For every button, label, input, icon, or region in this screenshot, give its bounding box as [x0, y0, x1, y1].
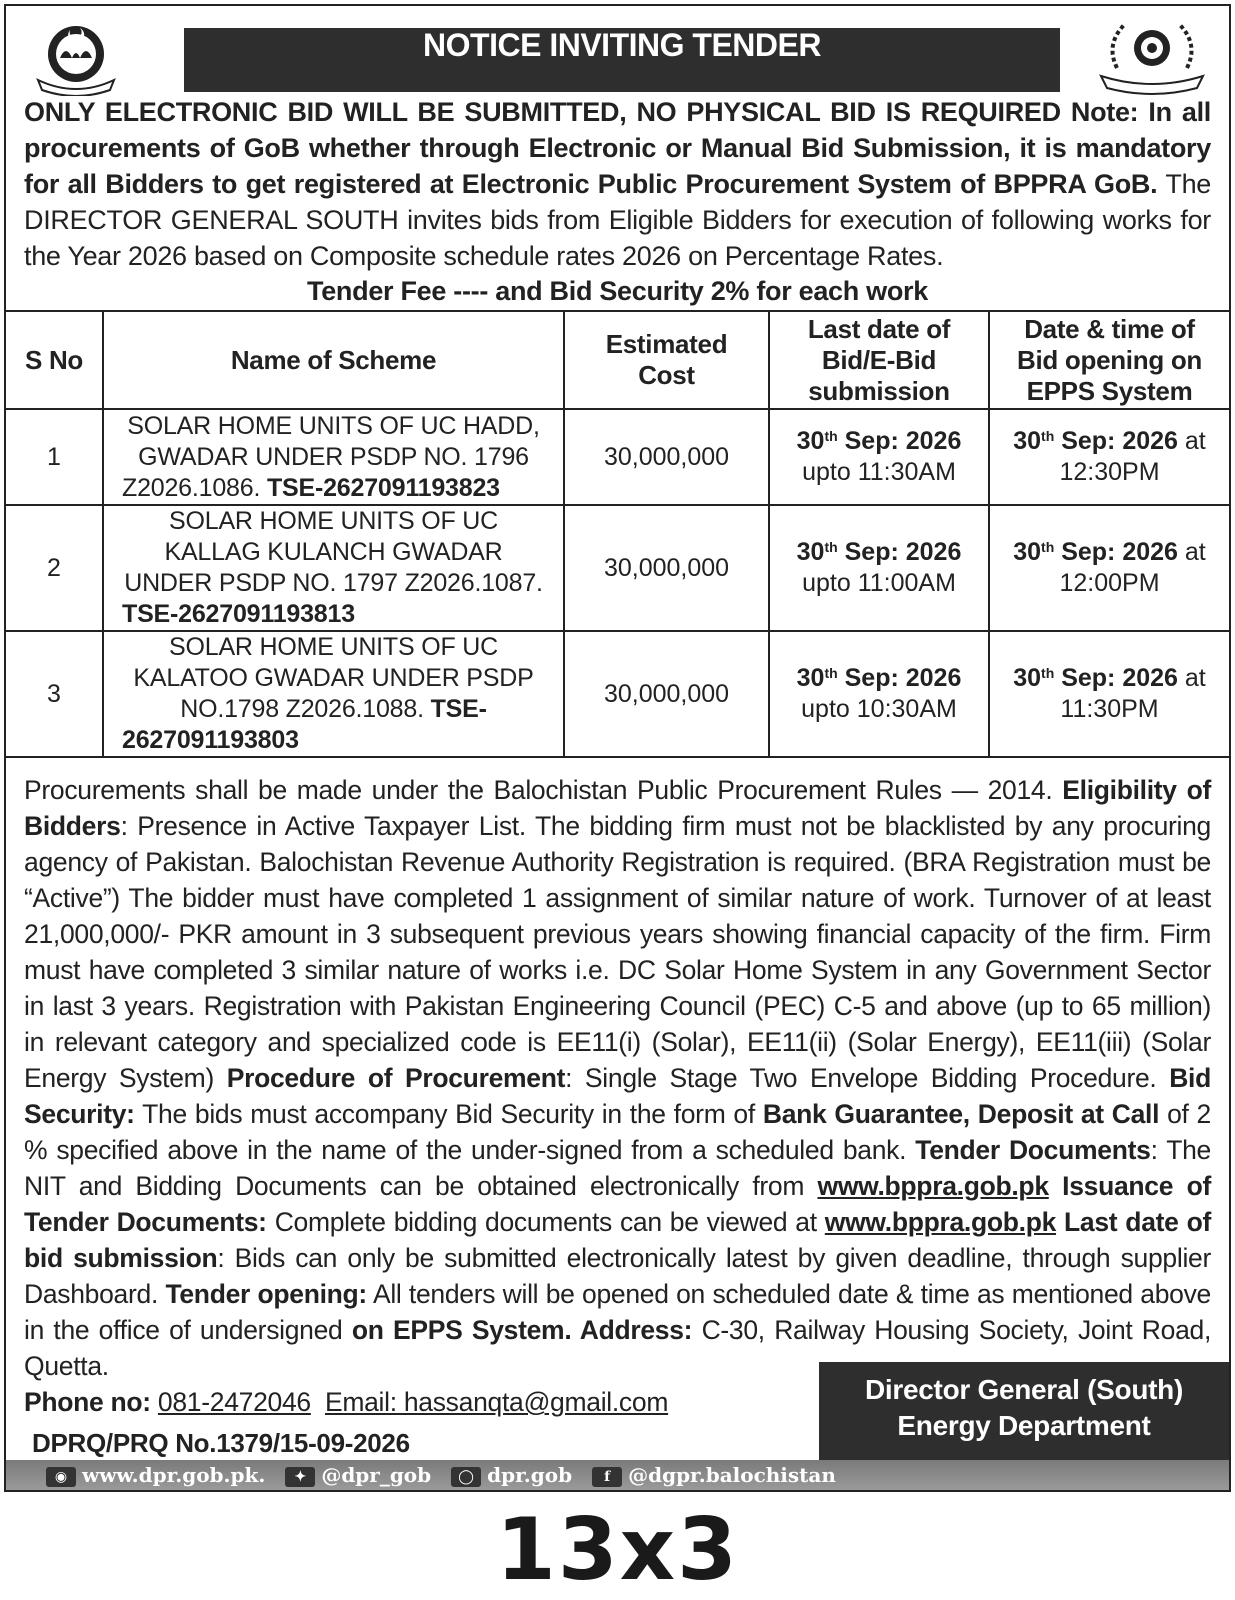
instagram-icon: ◯	[451, 1467, 481, 1487]
notice-title: NOTICE INVITING TENDER	[423, 27, 821, 63]
terms-paragraph: Procurements shall be made under the Balochistan Public Procurement Rules — 2014. Eligibility of Bidders: Presence in Active Taxpayer List. The bidding firm must not be blacklisted by any procuring agency of Pakistan. Balochistan Revenue Authority Registration is required. (BRA Registration must be “Active”) The bidder must have completed 1 assignment of similar nature of work. Turnover of at least 21,000,000/- PKR amount in 3 subsequent previous years showing financial capacity of the firm. Firm must have completed 3 similar nature of works i.e. DC Solar Home System in any Government Sector in last 3 years. Registration with Pakistan Engineering Council (PEC) C-5 and above (up to 65 million) in relevant category and specialized code is EE11(i) (Solar), EE11(ii) (Solar Energy), EE11(iii) (Solar Energy System) Procedure of Procurement: Single Stage Two Envelope Bidding Procedure. Bid Security: The bids must accompany Bid Security in the form of Bank Guarantee, Deposit at Call of 2 % specified above in the name of the under-signed from a scheduled bank. Tender Documents: The NIT and Bidding Documents can be obtained electronically from www.bppra.gob.pk Issuance of Tender Documents: Complete bidding documents can be viewed at www.bppra.gob.pk Last date of bid submission: Bids can only be submitted electronically latest by given deadline, through supplier Dashboard. Tender opening: All tenders will be opened on scheduled date & time as mentioned above in the office of undersigned on EPPS System. Address: C-30, Railway Housing Society, Joint Road, Quetta.	[24, 775, 1212, 1381]
row-submission: 30th Sep: 2026 upto 11:00AM	[769, 505, 989, 631]
row-scheme: SOLAR HOME UNITS OF UC KALATOO GWADAR UNDER PSDP NO.1798 Z2026.1088. TSE-2627091193803	[103, 631, 564, 757]
bppra-link-2[interactable]: www.bppra.gob.pk	[824, 1207, 1057, 1237]
header-opening: Date & time of Bid opening on EPPS System	[989, 311, 1229, 409]
phone-number[interactable]: 081-2472046	[157, 1387, 311, 1417]
table-row	[6, 631, 1229, 757]
header	[6, 6, 1229, 98]
email-address[interactable]: Email: hassanqta@gmail.com	[324, 1387, 669, 1417]
footer-social-bar	[6, 1460, 1229, 1490]
twitter-icon: ✦	[285, 1467, 315, 1487]
notice-frame	[4, 4, 1231, 1492]
globe-icon: ◉	[46, 1467, 76, 1487]
row-scheme: SOLAR HOME UNITS OF UC HADD, GWADAR UNDER PSDP NO. 1796 Z2026.1086. TSE-2627091193823	[103, 409, 564, 505]
row-sno: 1	[6, 409, 103, 505]
tender-fee-line: Tender Fee ---- and Bid Security 2% for each work	[307, 276, 928, 306]
intro-normal-text: The DIRECTOR GENERAL SOUTH invites bids from Eligible Bidders for execution of following works for the Year 2026 based on Composite schedule rates 2026 on Percentage Rates.	[24, 169, 1212, 271]
header-scheme: Name of Scheme	[103, 311, 564, 409]
row-sno: 3	[6, 631, 103, 757]
table-row	[6, 409, 1229, 505]
row-tse: TSE-2627091193813	[122, 600, 355, 628]
header-submission: Last date of Bid/E-Bid submission	[769, 311, 989, 409]
table-header-row	[6, 311, 1229, 409]
energy-department-emblem-icon	[1097, 18, 1207, 96]
header-cost: Estimated Cost	[564, 311, 769, 409]
notice-title-bar	[184, 28, 1060, 92]
row-submission: 30th Sep: 2026 upto 10:30AM	[769, 631, 989, 757]
ad-size-label: 13x3	[496, 1500, 739, 1600]
footer-instagram[interactable]: ◯ dpr.gob	[451, 1463, 572, 1487]
row-scheme: SOLAR HOME UNITS OF UC KALLAG KULANCH GWADAR UNDER PSDP NO. 1797 Z2026.1087. TSE-2627091193813	[103, 505, 564, 631]
row-cost: 30,000,000	[564, 505, 769, 631]
footer-website[interactable]: ◉ www.dpr.gob.pk.	[46, 1463, 265, 1487]
reference-number: DPRQ/PRQ No.1379/15-09-2026	[32, 1428, 410, 1458]
row-tse: TSE-2627091193823	[266, 473, 500, 502]
footer-twitter[interactable]: ✦ @dpr_gob	[285, 1463, 431, 1487]
balochistan-emblem-icon	[30, 18, 122, 96]
row-cost: 30,000,000	[564, 409, 769, 505]
bppra-link[interactable]: www.bppra.gob.pk	[817, 1171, 1049, 1201]
row-tse: TSE-2627091193803	[122, 695, 487, 754]
row-sno: 2	[6, 505, 103, 631]
row-opening: 30th Sep: 2026 at 12:00PM	[989, 505, 1229, 631]
footer-facebook[interactable]: f @dgpr.balochistan	[592, 1463, 836, 1487]
signature-line-1: Director General (South)	[865, 1374, 1183, 1405]
phone-label: Phone no:	[24, 1387, 151, 1417]
facebook-icon: f	[592, 1467, 622, 1487]
header-sno: S No	[6, 311, 103, 409]
table-row	[6, 505, 1229, 631]
signature-line-2: Energy Department	[897, 1410, 1151, 1441]
intro-bold-text: ONLY ELECTRONIC BID WILL BE SUBMITTED, NO PHYSICAL BID IS REQUIRED Note: In all procurements of GoB whether through Electronic or Manual Bid Submission, it is mandatory for all Bidders to get registered at Electronic Public Procurement System of BPPRA GoB.	[24, 97, 1211, 199]
intro-paragraph	[6, 94, 1229, 274]
tender-table	[6, 310, 1229, 758]
signature-box	[819, 1362, 1229, 1462]
row-opening: 30th Sep: 2026 at 12:30PM	[989, 409, 1229, 505]
row-submission: 30th Sep: 2026 upto 11:30AM	[769, 409, 989, 505]
row-cost: 30,000,000	[564, 631, 769, 757]
row-opening: 30th Sep: 2026 at 11:30PM	[989, 631, 1229, 757]
